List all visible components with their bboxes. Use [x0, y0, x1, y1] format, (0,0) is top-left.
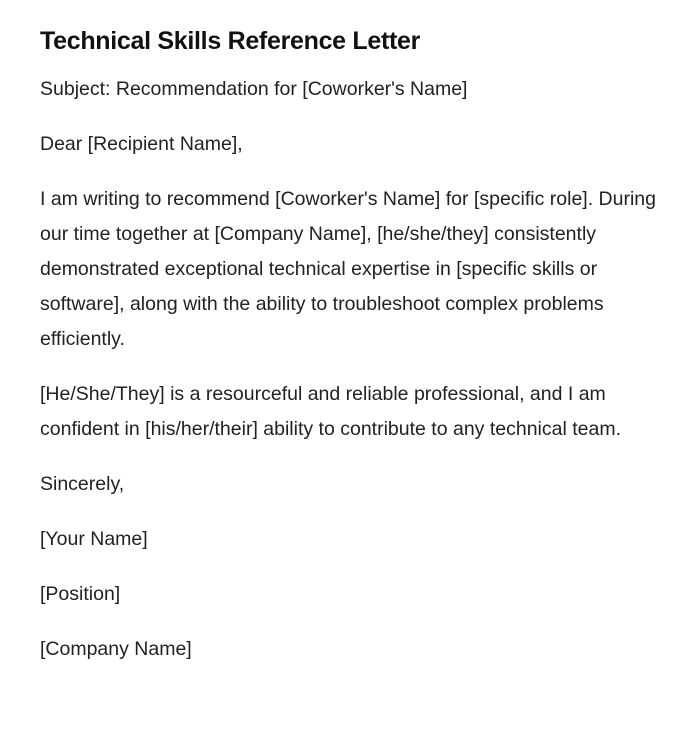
- letter-title: Technical Skills Reference Letter: [40, 27, 421, 55]
- signature-company: [Company Name]: [40, 638, 192, 660]
- signature-position: [Position]: [40, 583, 121, 605]
- letter-paragraph-2: [He/She/They] is a resourceful and reliable professional, and I am confident in [his/her/their] ability to contribute to any technical team.: [40, 383, 621, 440]
- letter-paragraph-1: I am writing to recommend [Coworker's Name] for [specific role]. During our time together at [Company Name], [he/she/they] consistently demonstrated exceptional technical expertise in [specific skills or software], along with the ability to troubleshoot complex problems efficiently.: [40, 188, 657, 350]
- letter-subject: Subject: Recommendation for [Coworker's Name]: [40, 78, 468, 100]
- letter-closing: Sincerely,: [40, 473, 125, 495]
- letter-salutation: Dear [Recipient Name],: [40, 133, 243, 155]
- signature-name: [Your Name]: [40, 528, 148, 550]
